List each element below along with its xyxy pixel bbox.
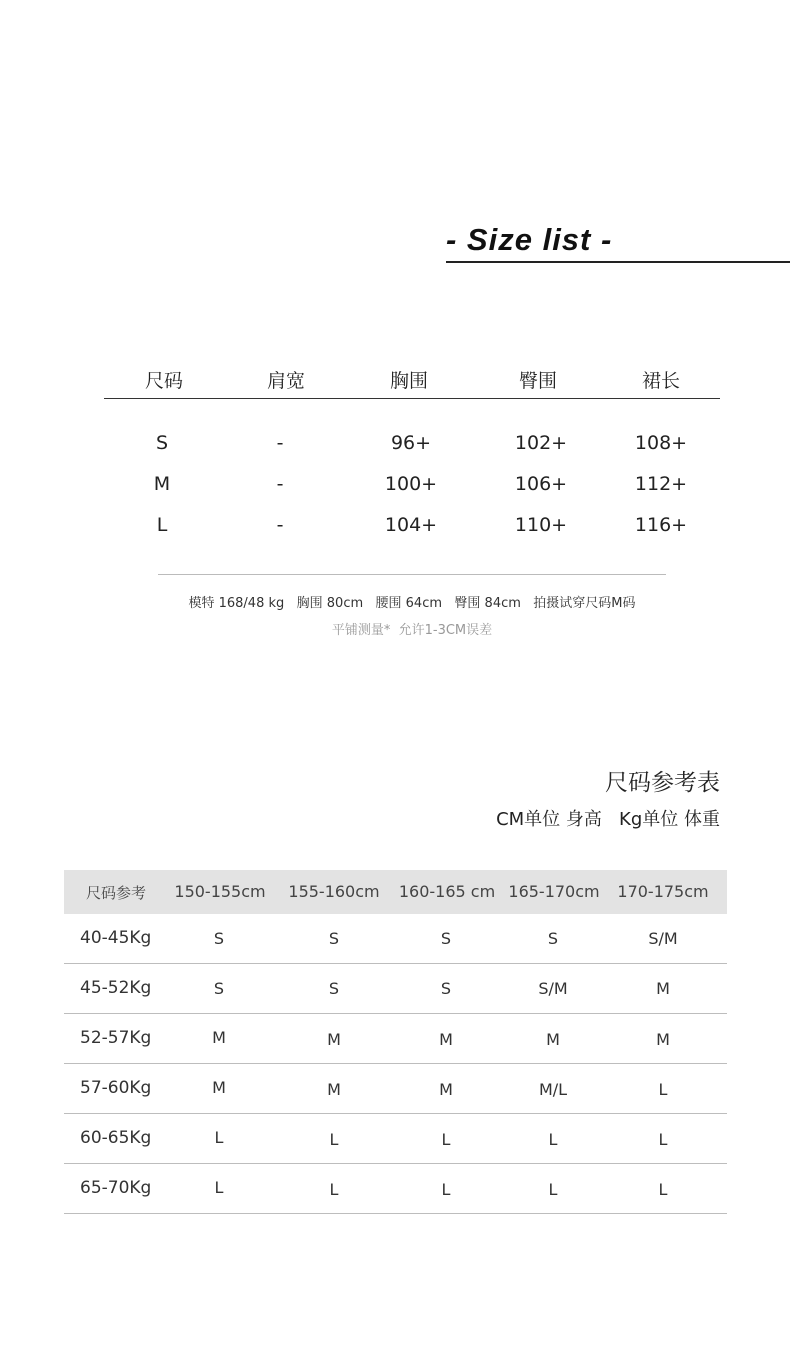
length-cell: 112+	[634, 473, 688, 495]
table-row	[64, 1114, 727, 1164]
size-cell: L	[548, 1180, 558, 1199]
shoulder-cell: -	[276, 432, 284, 454]
table-row	[64, 1014, 727, 1064]
page-title: - Size list -	[446, 222, 613, 257]
size-cell: M	[656, 979, 670, 998]
size-cell: S/M	[538, 979, 568, 998]
size-table-header	[104, 366, 720, 396]
size-cell: S	[328, 929, 340, 948]
measure-note: 平铺测量* 允许1-3CM误差	[331, 623, 493, 638]
header-label: 尺码参考	[85, 884, 147, 902]
table-row	[64, 914, 727, 964]
header-shoulder: 肩宽	[266, 370, 306, 392]
size-cell: L	[548, 1130, 558, 1149]
weight-label: 52-57Kg	[80, 1028, 152, 1048]
size-cell: M	[327, 1030, 341, 1049]
size-cell: L	[329, 1180, 339, 1199]
size-cell: L	[214, 1128, 224, 1147]
header-size: 尺码	[144, 370, 184, 392]
size-cell: S	[440, 979, 452, 998]
size-cell: L	[214, 1178, 224, 1197]
size-cell: S	[547, 929, 559, 948]
size-cell: S	[213, 979, 225, 998]
reference-subtitle: CM单位 身高 Kg单位 体重	[496, 809, 720, 830]
hip-cell: 110+	[514, 514, 568, 536]
reference-table-header	[64, 870, 727, 914]
size-cell: M	[212, 1028, 226, 1047]
size-cell: M/L	[538, 1080, 568, 1099]
table-row	[64, 1164, 727, 1214]
size-cell: M	[327, 1080, 341, 1099]
size-cell: M	[546, 1030, 560, 1049]
header-height: 150-155cm	[174, 882, 266, 901]
header-height: 165-170cm	[508, 882, 600, 901]
size-cell: L	[441, 1130, 451, 1149]
weight-label: 57-60Kg	[80, 1078, 152, 1098]
weight-label: 40-45Kg	[80, 928, 152, 948]
weight-label: 60-65Kg	[80, 1128, 152, 1148]
notes-divider	[158, 574, 666, 575]
chest-cell: 100+	[384, 473, 438, 495]
header-chest: 胸围	[389, 370, 429, 392]
size-cell: M	[656, 1030, 670, 1049]
shoulder-cell: -	[276, 514, 284, 536]
size-cell: S	[213, 929, 225, 948]
hip-cell: 102+	[514, 432, 568, 454]
table-row	[64, 1064, 727, 1114]
size-cell: M	[212, 1078, 226, 1097]
model-note: 模特 168/48 kg 胸围 80cm 腰围 64cm 臀围 84cm 拍摄试穿尺码M码	[188, 596, 636, 611]
size-cell: S	[155, 432, 169, 454]
size-row	[104, 473, 720, 503]
size-cell: S	[328, 979, 340, 998]
size-cell: S/M	[648, 929, 678, 948]
weight-label: 65-70Kg	[80, 1178, 152, 1198]
size-cell: M	[439, 1080, 453, 1099]
header-height: 160-165 cm	[398, 882, 496, 901]
header-height: 170-175cm	[617, 882, 709, 901]
header-hip: 臀围	[518, 370, 558, 392]
weight-label: 45-52Kg	[80, 978, 152, 998]
size-cell: L	[658, 1080, 668, 1099]
size-table-rule	[104, 398, 720, 399]
chest-cell: 104+	[384, 514, 438, 536]
hip-cell: 106+	[514, 473, 568, 495]
size-cell: S	[440, 929, 452, 948]
length-cell: 108+	[634, 432, 688, 454]
shoulder-cell: -	[276, 473, 284, 495]
size-cell: L	[156, 514, 168, 536]
size-cell: L	[441, 1180, 451, 1199]
size-cell: M	[153, 473, 171, 495]
length-cell: 116+	[634, 514, 688, 536]
size-row	[104, 514, 720, 544]
chest-cell: 96+	[390, 432, 432, 454]
header-length: 裙长	[641, 370, 681, 392]
size-cell: L	[658, 1130, 668, 1149]
size-cell: M	[439, 1030, 453, 1049]
size-row	[104, 432, 720, 462]
size-cell: L	[329, 1130, 339, 1149]
title-underline	[446, 261, 790, 263]
reference-title: 尺码参考表	[605, 770, 720, 796]
size-cell: L	[658, 1180, 668, 1199]
header-height: 155-160cm	[288, 882, 380, 901]
table-row	[64, 964, 727, 1014]
reference-table	[64, 870, 727, 1214]
